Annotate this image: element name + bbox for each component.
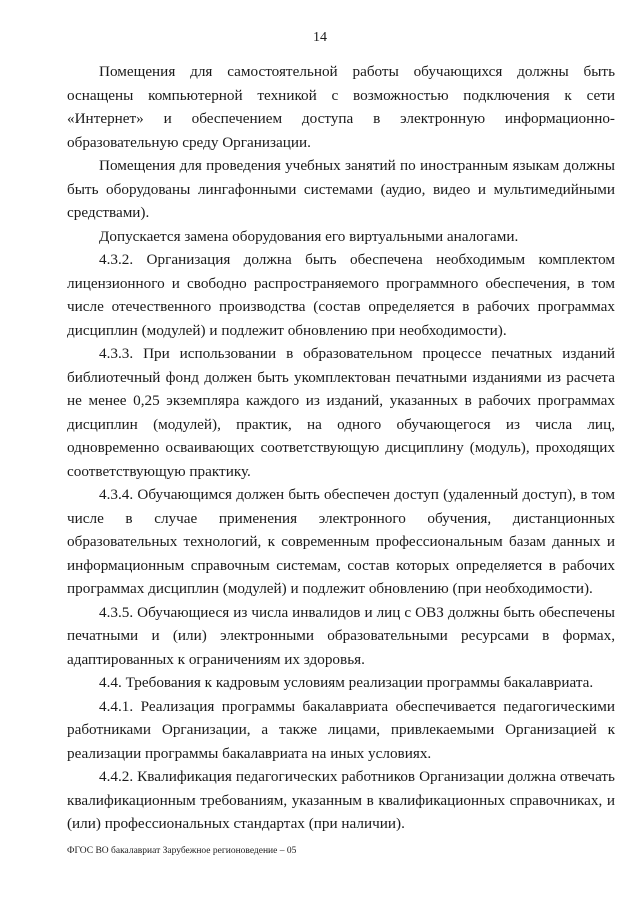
paragraph-4-3-4: 4.3.4. Обучающимся должен быть обеспечен доступ (удаленный доступ), в том числе в случае применения электронного обучения, дистанционных образовательных технологий, к современным профессиональным базам данных и информационным справочным системам, состав которых определяется в рабочих программах дисциплин (модулей) и подлежит обновлению (при необходимости). (67, 486, 615, 597)
paragraph-4-3-2: 4.3.2. Организация должна быть обеспечена необходимым комплектом лицензионного и свободно распространяемого программного обеспечения, в том числе отечественного производства (состав определяется в рабочих программах дисциплин (модулей) и подлежит обновлению при необходимости). (67, 251, 615, 339)
page-footer: ФГОС ВО бакалавриат Зарубежное регионоведение – 05 (67, 846, 297, 856)
paragraph-4-3-5: 4.3.5. Обучающиеся из числа инвалидов и лиц с ОВЗ должны быть обеспечены печатными и (или) электронными образовательными ресурсами в формах, адаптированных к ограничениям их здоровья. (67, 603, 615, 668)
paragraph-4-4-1: 4.4.1. Реализация программы бакалавриата обеспечивается педагогическими работниками Организации, а также лицами, привлекаемыми Организацией к реализации программы бакалавриата на иных условиях. (67, 697, 615, 762)
paragraph-self-study-rooms: Помещения для самостоятельной работы обучающихся должны быть оснащены компьютерной техникой с возможностью подключения к сети «Интернет» и обеспечением доступа в электронную информационно-образовательную среду Организации. (67, 63, 615, 151)
paragraph-virtual-analogs: Допускается замена оборудования его виртуальными аналогами. (99, 227, 519, 245)
paragraph-4-3-3: 4.3.3. При использовании в образовательном процессе печатных изданий библиотечный фонд должен быть укомплектован печатными изданиями из расчета не менее 0,25 экземпляра каждого из изданий, указанных в рабочих программах дисциплин (модулей), практик, на одного обучающегося из числа лиц, одновременно осваивающих соответствующую дисциплину (модуль), проходящих соответствующую практику. (67, 345, 615, 480)
paragraph-4-4-2: 4.4.2. Квалификация педагогических работников Организации должна отвечать квалификационным требованиям, указанным в квалификационных справочниках, и (или) профессиональных стандартах (при наличии). (67, 768, 615, 832)
paragraph-language-rooms: Помещения для проведения учебных занятий по иностранным языкам должны быть оборудованы лингафонными системами (аудио, видео и мультимедийными средствами). (67, 157, 615, 221)
document-body (67, 60, 615, 836)
page-number: 14 (313, 30, 327, 45)
paragraph-4-4: 4.4. Требования к кадровым условиям реализации программы бакалавриата. (99, 674, 594, 691)
